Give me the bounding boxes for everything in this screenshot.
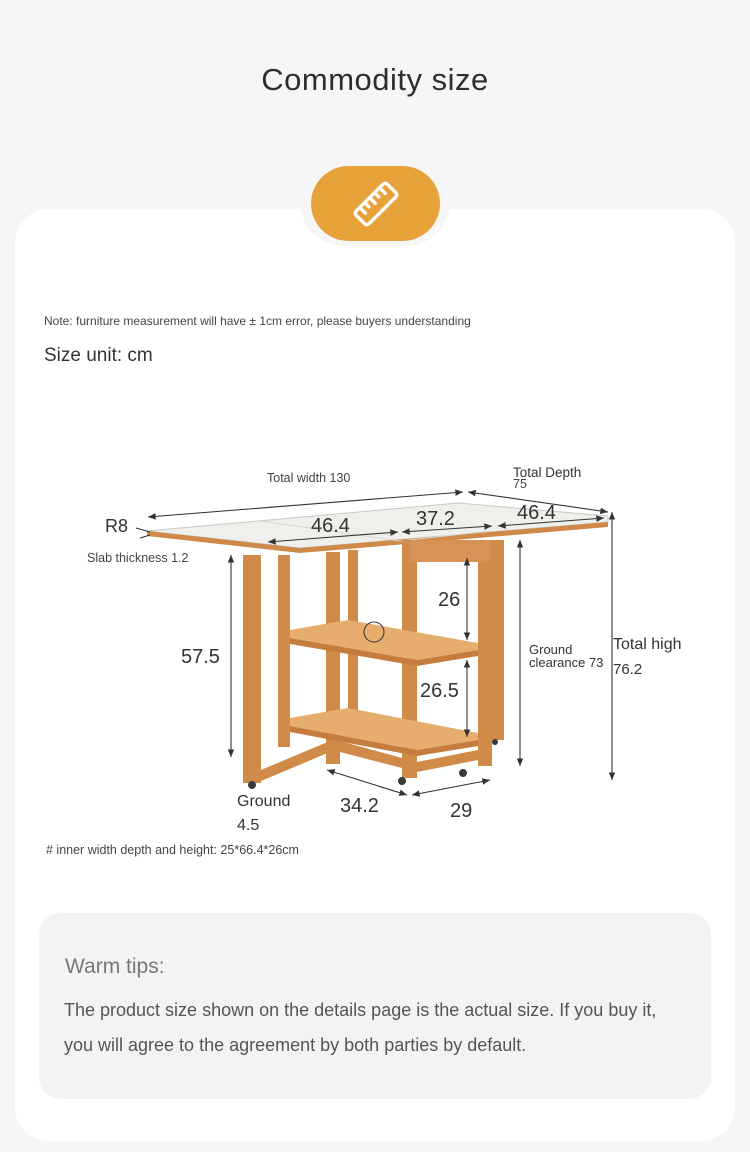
- total-width-label: Total width 130: [267, 471, 351, 485]
- ground-value: 4.5: [237, 817, 260, 834]
- warm-tips-box: [39, 913, 711, 1099]
- warm-tips-title: Warm tips:: [65, 955, 165, 978]
- ground-clearance-label: Ground: [529, 642, 573, 657]
- slab-thickness-label: Slab thickness 1.2: [87, 551, 189, 565]
- inner-size-note: # inner width depth and height: 25*66.4*26cm: [46, 843, 299, 857]
- top-left-width: 46.4: [311, 515, 350, 537]
- top-right-width: 46.4: [517, 502, 556, 524]
- shelves: [290, 540, 490, 756]
- measurement-note: Note: furniture measurement will have ± 1cm error, please buyers understanding: [44, 314, 471, 328]
- total-high-value: 76.2: [613, 661, 643, 678]
- base-width: 34.2: [340, 795, 379, 817]
- top-middle-width: 37.2: [416, 508, 455, 530]
- warm-tips-text: The product size shown on the details page is the actual size. If you buy it, you will agree to the agreement by both parties by default.: [64, 1000, 657, 1055]
- base-depth: 29: [450, 800, 473, 822]
- total-depth-value: 75: [513, 477, 527, 491]
- ground-label: Ground: [237, 793, 291, 810]
- total-depth-label: Total Depth: [513, 465, 582, 480]
- lower-shelf-gap: 26.5: [420, 680, 459, 702]
- corner-radius-label: R8: [105, 516, 129, 536]
- total-high-label: Total high: [613, 636, 682, 653]
- ground-clearance-value: clearance 73: [529, 655, 604, 670]
- upper-shelf-gap: 26: [438, 589, 461, 611]
- leg-height: 57.5: [181, 646, 220, 668]
- size-unit: Size unit: cm: [44, 345, 153, 366]
- page-title: Commodity size: [261, 62, 489, 97]
